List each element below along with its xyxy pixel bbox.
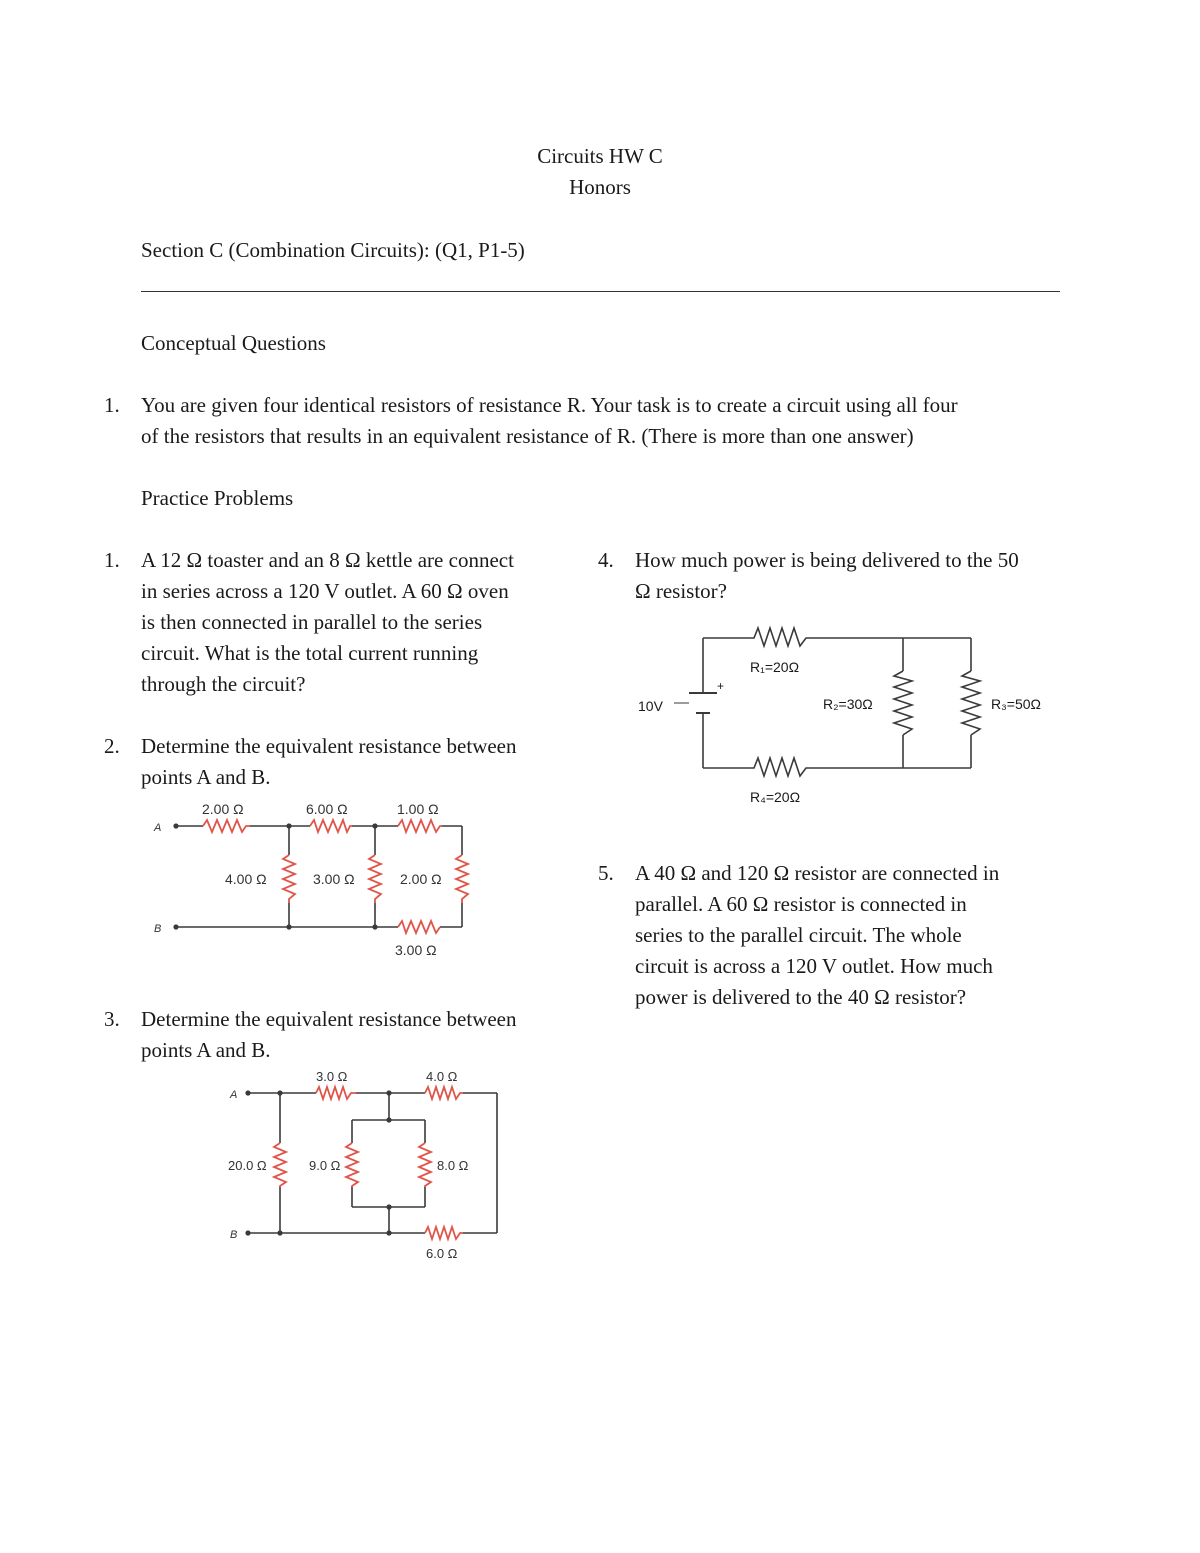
problem-2-line1: Determine the equivalent resistance between xyxy=(141,734,517,758)
label-2-top1: 2.00 Ω xyxy=(202,801,244,817)
label-2-v1: 4.00 Ω xyxy=(225,871,267,887)
resistor-4-r1 xyxy=(745,628,815,646)
label-4-r3: R₃=50Ω xyxy=(991,696,1042,712)
problem-5-line1: A 40 Ω and 120 Ω resistor are connected in xyxy=(635,861,1000,885)
label-4-r1: R₁=20Ω xyxy=(750,659,800,675)
practice-heading: Practice Problems xyxy=(141,486,294,510)
problem-1-line5: through the circuit? xyxy=(141,672,306,696)
label-3-bottom: 6.0 Ω xyxy=(426,1246,458,1261)
problem-1-line2: in series across a 120 V outlet. A 60 Ω oven xyxy=(141,579,509,603)
problem-1-line4: circuit. What is the total current running xyxy=(141,641,479,665)
problem-5-line3: series to the parallel circuit. The whole xyxy=(635,923,962,947)
problem-1-number: 1. xyxy=(104,548,120,572)
problem-5-line2: parallel. A 60 Ω resistor is connected in xyxy=(635,892,967,916)
node-b-label-3: B xyxy=(230,1229,238,1241)
label-4-voltage: 10V xyxy=(638,698,663,714)
problem-2-number: 2. xyxy=(104,734,120,758)
problem-1-line3: is then connected in parallel to the series xyxy=(141,610,483,634)
conceptual-heading: Conceptual Questions xyxy=(141,331,326,355)
label-3-top2: 4.0 Ω xyxy=(426,1069,458,1084)
problem-2-line2: points A and B. xyxy=(141,765,271,789)
problem-4-line1: How much power is being delivered to the 50 xyxy=(635,548,1019,572)
problem-5-line5: power is delivered to the 40 Ω resistor? xyxy=(635,985,967,1009)
problem-4-line2: Ω resistor? xyxy=(635,579,727,603)
document-subtitle: Honors xyxy=(569,175,631,199)
section-label: Section C (Combination Circuits): (Q1, P1-5) xyxy=(141,238,525,262)
problem-3-line2: points A and B. xyxy=(141,1038,271,1062)
problem-1-line1: A 12 Ω toaster and an 8 Ω kettle are connect xyxy=(141,548,514,572)
problem-3-line1: Determine the equivalent resistance between xyxy=(141,1007,517,1031)
conceptual-q1-line2: of the resistors that results in an equivalent resistance of R. (There is more than one answer) xyxy=(141,424,914,448)
label-2-top3: 1.00 Ω xyxy=(397,801,439,817)
conceptual-q1-line1: You are given four identical resistors of resistance R. Your task is to create a circuit using all four xyxy=(141,393,958,417)
label-2-top2: 6.00 Ω xyxy=(306,801,348,817)
document-title: Circuits HW C xyxy=(537,144,663,168)
problem-3-number: 3. xyxy=(104,1007,120,1031)
label-2-bottom: 3.00 Ω xyxy=(395,942,437,958)
label-4-r4: R₄=20Ω xyxy=(750,789,801,805)
node-a-label-3: A xyxy=(230,1089,238,1101)
label-2-v3: 2.00 Ω xyxy=(400,871,442,887)
node-a-label-2: A xyxy=(154,822,162,834)
resistor-4-r3 xyxy=(962,671,980,735)
battery-plus-sign: + xyxy=(717,679,725,693)
label-3-v1: 20.0 Ω xyxy=(228,1158,267,1173)
label-3-v2: 9.0 Ω xyxy=(309,1158,341,1173)
label-3-top1: 3.0 Ω xyxy=(316,1069,348,1084)
label-4-r2: R₂=30Ω xyxy=(823,696,873,712)
node-b-label-2: B xyxy=(154,923,162,935)
label-3-v3: 8.0 Ω xyxy=(437,1158,469,1173)
problem-4-number: 4. xyxy=(598,548,614,572)
problem-5-number: 5. xyxy=(598,861,614,885)
resistor-4-r4 xyxy=(745,758,815,776)
label-2-v2: 3.00 Ω xyxy=(313,871,355,887)
conceptual-q1-number: 1. xyxy=(104,393,120,417)
resistor-4-r2 xyxy=(894,671,912,735)
problem-5-line4: circuit is across a 120 V outlet. How much xyxy=(635,954,993,978)
